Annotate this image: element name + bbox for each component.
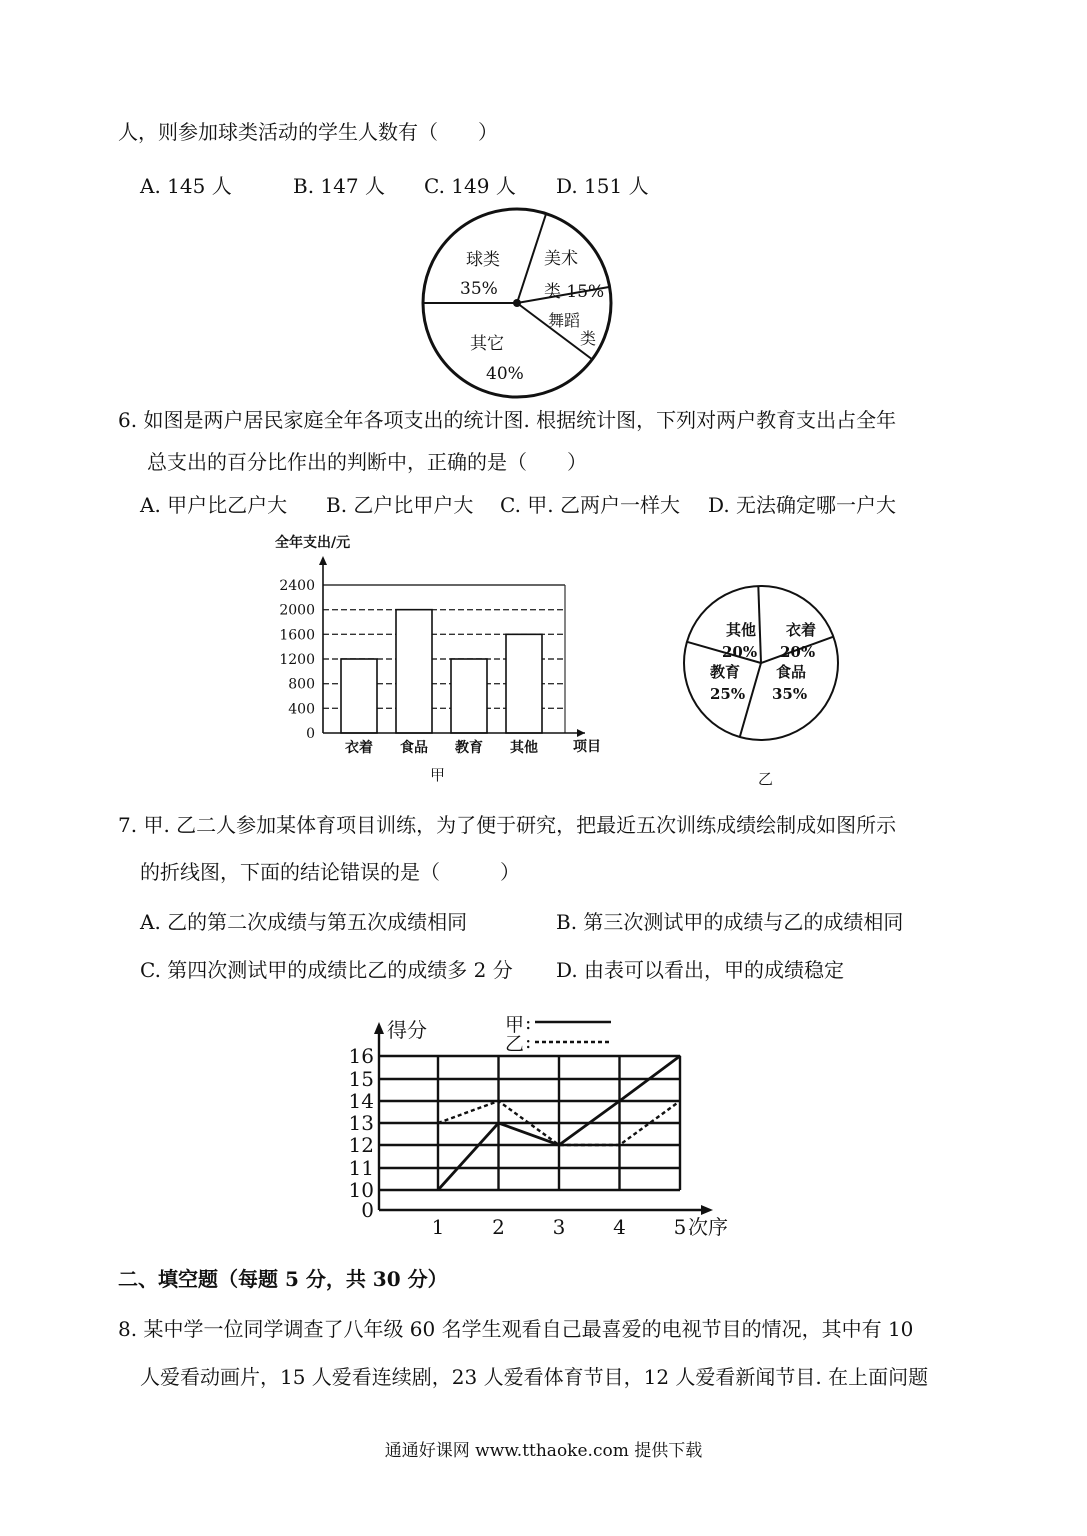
- pie2-label-other: 其他: [726, 621, 757, 639]
- bar-y-tick-0: 0: [306, 726, 315, 742]
- q5-text-tail: 人，则参加球类活动的学生人数有（ ）: [118, 120, 498, 144]
- legend-colon-jia: :: [525, 1012, 532, 1034]
- pie2-pct-education: 25%: [710, 685, 746, 703]
- q6-line-1: 6. 如图是两户居民家庭全年各项支出的统计图. 根据统计图，下列对两户教育支出占全年: [118, 408, 897, 432]
- line-y-arrow: [374, 1022, 384, 1034]
- line-y-label: 得分: [387, 1018, 427, 1042]
- pie2-pct-food: 35%: [772, 685, 808, 703]
- expense-bar-chart: [270, 528, 615, 790]
- bar-x-tick-其他: 其他: [510, 740, 538, 756]
- q6-option-c: C. 甲. 乙两户一样大: [500, 493, 681, 517]
- bar-食品: [396, 610, 432, 733]
- bar-y-label: 全年支出/元: [275, 535, 351, 551]
- line-point-甲-5: [679, 1055, 681, 1057]
- score-line-chart: [335, 1005, 755, 1245]
- pie2-slice-edge-衣着: [758, 586, 761, 663]
- q7-line-1: 7. 甲. 乙二人参加某体育项目训练，为了便于研究，把最近五次训练成绩绘制成如图所示: [118, 813, 897, 837]
- line-x-tick-5: 5: [673, 1215, 687, 1239]
- legend-colon-yi: :: [525, 1031, 532, 1053]
- bar-x-tick-衣着: 衣着: [345, 740, 373, 756]
- line-point-甲-4: [619, 1100, 621, 1102]
- line-y-tick-15: 15: [348, 1067, 374, 1091]
- q6-line-2: 总支出的百分比作出的判断中，正确的是（ ）: [147, 450, 587, 474]
- q6-option-b: B. 乙户比甲户大: [326, 493, 474, 517]
- pie-center: [513, 299, 521, 307]
- q7-line-2: 的折线图，下面的结论错误的是（ ）: [140, 860, 520, 884]
- q6-option-d: D. 无法确定哪一户大: [708, 493, 897, 517]
- pie-label-ball-pct: 35%: [460, 279, 498, 299]
- bar-x-tick-教育: 教育: [455, 740, 483, 756]
- pie-label-dance-2: 类: [580, 329, 597, 348]
- pie-label-other: 其它: [470, 334, 504, 354]
- line-point-乙-1: [437, 1122, 439, 1124]
- bar-教育: [451, 659, 487, 733]
- bar-x-tick-食品: 食品: [400, 740, 428, 756]
- line-x-label: 次序: [688, 1215, 728, 1239]
- line-point-甲-1: [437, 1189, 439, 1191]
- bar-x-arrow: [577, 729, 585, 737]
- line-point-甲-2: [498, 1122, 500, 1124]
- bar-y-tick-1200: 1200: [279, 652, 315, 668]
- q7-option-b: B. 第三次测试甲的成绩与乙的成绩相同: [556, 910, 904, 934]
- bar-y-tick-2000: 2000: [279, 602, 315, 619]
- q7-option-a: A. 乙的第二次成绩与第五次成绩相同: [140, 910, 468, 934]
- line-y-tick-16: 16: [348, 1044, 374, 1068]
- pie2-label-food: 食品: [776, 663, 807, 681]
- line-x-tick-3: 3: [552, 1215, 566, 1239]
- bar-y-tick-400: 400: [288, 701, 315, 718]
- line-y-tick-11: 11: [348, 1156, 374, 1180]
- pie2-label-education: 教育: [710, 663, 741, 681]
- bar-y-tick-1600: 1600: [279, 627, 315, 644]
- activity-pie-chart: [410, 205, 630, 405]
- bar-y-tick-800: 800: [288, 676, 315, 693]
- bar-y-arrow: [319, 556, 327, 565]
- line-point-乙-5: [679, 1100, 681, 1102]
- pie-label-other-pct: 40%: [486, 364, 524, 384]
- pie2-pct-clothing: 20%: [780, 643, 816, 661]
- legend-name-jia: 甲: [505, 1014, 525, 1036]
- pie2-pct-other: 20%: [722, 643, 758, 661]
- bar-其他: [506, 634, 542, 733]
- line-x-tick-4: 4: [613, 1215, 626, 1239]
- q5-option-c: C. 149 人: [424, 174, 516, 198]
- bar-chart-caption: 甲: [430, 766, 446, 784]
- pie-divider-ball-art: [517, 214, 546, 303]
- pie-label-ball: 球类: [466, 250, 500, 270]
- pie-label-dance-1: 舞蹈: [548, 311, 581, 330]
- line-x-tick-2: 2: [492, 1215, 505, 1239]
- q5-option-b: B. 147 人: [293, 174, 385, 198]
- line-point-乙-4: [619, 1144, 621, 1146]
- line-y-tick-0: 0: [361, 1198, 374, 1222]
- pie-label-art-2: 类 15%: [544, 282, 605, 302]
- bar-y-tick-2400: 2400: [279, 578, 315, 594]
- line-point-乙-2: [498, 1100, 500, 1102]
- expense-pie-chart: [680, 585, 850, 785]
- bar-x-label: 项目: [573, 739, 601, 755]
- page-footer: 通通好课网 www.tthaoke.com 提供下载: [384, 1441, 703, 1461]
- line-y-tick-12: 12: [348, 1133, 374, 1157]
- line-y-tick-13: 13: [348, 1111, 374, 1135]
- legend-name-yi: 乙: [505, 1033, 525, 1055]
- q7-option-d: D. 由表可以看出，甲的成绩稳定: [556, 958, 845, 982]
- pie2-caption: 乙: [758, 770, 774, 785]
- pie-label-art-1: 美术: [544, 249, 578, 269]
- q7-option-c: C. 第四次测试甲的成绩比乙的成绩多 2 分: [140, 958, 513, 982]
- section-2-title: 二、填空题（每题 5 分，共 30 分）: [118, 1267, 448, 1291]
- q5-option-a: A. 145 人: [140, 174, 232, 198]
- q8-line-1: 8. 某中学一位同学调查了八年级 60 名学生观看自己最喜爱的电视节目的情况，其中有 10: [118, 1317, 914, 1341]
- q5-option-d: D. 151 人: [556, 174, 649, 198]
- bar-衣着: [341, 659, 377, 733]
- pie2-label-clothing: 衣着: [786, 621, 817, 639]
- line-x-tick-1: 1: [431, 1215, 445, 1239]
- line-x-arrow: [701, 1205, 713, 1215]
- line-y-tick-10: 10: [348, 1178, 374, 1202]
- line-y-tick-14: 14: [348, 1089, 374, 1113]
- q8-line-2: 人爱看动画片，15 人爱看连续剧，23 人爱看体育节目，12 人爱看新闻节目. 在上面问题: [140, 1365, 929, 1389]
- line-point-乙-3: [558, 1144, 560, 1146]
- q6-option-a: A. 甲户比乙户大: [140, 493, 288, 517]
